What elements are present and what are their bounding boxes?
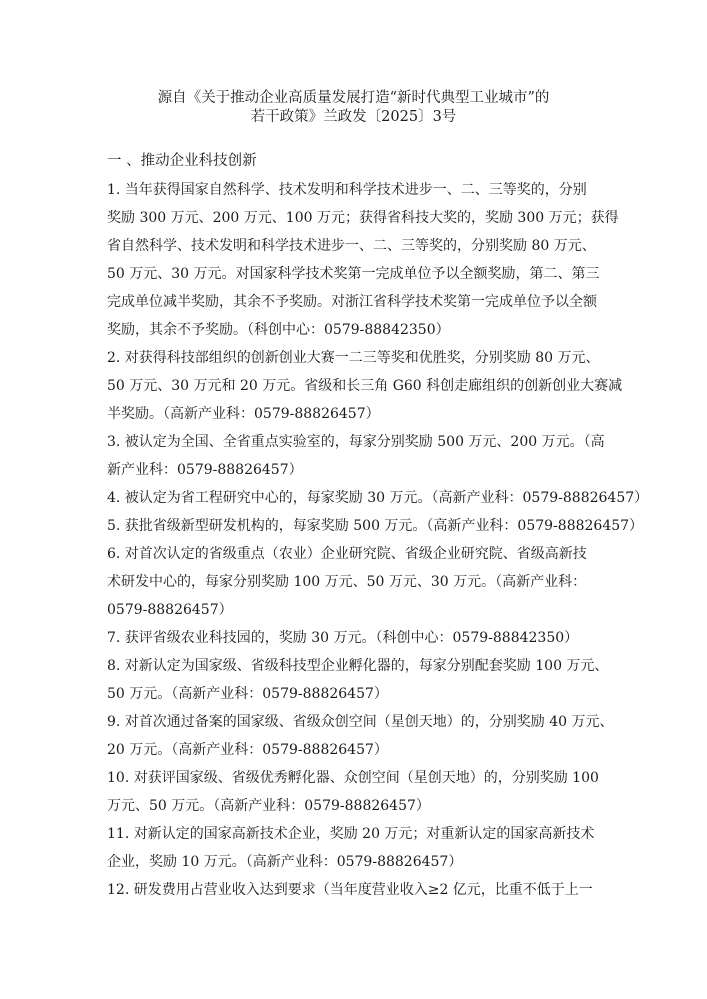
section-heading: 一 、推动企业科技创新	[107, 153, 257, 169]
body-line: 6. 对首次认定的省级重点（农业）企业研究院、省级企业研究院、省级高新技	[107, 546, 587, 562]
body-line: 50 万元。（高新产业科：0579-88826457）	[107, 686, 388, 702]
body-line: 4. 被认定为省工程研究中心的，每家奖励 30 万元。（高新产业科：0579-88826457）	[107, 490, 649, 506]
body-line: 11. 对新认定的国家高新技术企业，奖励 20 万元；对重新认定的国家高新技术	[107, 826, 595, 842]
body-line: 奖励 300 万元、200 万元、100 万元；获得省科技大奖的，奖励 300 万元；获得	[107, 210, 619, 226]
body-line: 10. 对获评国家级、省级优秀孵化器、众创空间（星创天地）的，分别奖励 100	[107, 770, 599, 786]
body-line: 半奖励。（高新产业科：0579-88826457）	[107, 406, 380, 422]
document-title-line-2: 若干政策》兰政发〔2025〕3号	[250, 109, 457, 125]
body-line: 2. 对获得科技部组织的创新创业大赛一二三等奖和优胜奖，分别奖励 80 万元、	[107, 350, 600, 366]
body-line: 50 万元、30 万元和 20 万元。省级和长三角 G60 科创走廊组织的创新创业大赛减	[107, 378, 623, 394]
body-line: 完成单位减半奖励，其余不予奖励。对浙江省科学技术奖第一完成单位予以全额	[107, 294, 597, 310]
body-line: 20 万元。（高新产业科：0579-88826457）	[107, 742, 388, 758]
body-line: 企业，奖励 10 万元。（高新产业科：0579-88826457）	[107, 854, 463, 870]
body-line: 50 万元、30 万元。对国家科学技术奖第一完成单位予以全额奖励，第二、第三	[107, 266, 600, 282]
body-line: 0579-88826457）	[107, 602, 233, 618]
body-line: 9. 对首次通过备案的国家级、省级众创空间（星创天地）的，分别奖励 40 万元、	[107, 714, 614, 730]
body-line: 7. 获评省级农业科技园的，奖励 30 万元。（科创中心：0579-88842350）	[107, 630, 579, 646]
body-line: 奖励，其余不予奖励。（科创中心：0579-88842350）	[107, 322, 450, 338]
document-title-line-1: 源自《关于推动企业高质量发展打造“新时代典型工业城市”的	[157, 90, 550, 106]
body-line: 8. 对新认定为国家级、省级科技型企业孵化器的，每家分别配套奖励 100 万元、	[107, 658, 609, 674]
body-line: 省自然科学、技术发明和科学技术进步一、二、三等奖的，分别奖励 80 万元、	[107, 238, 596, 254]
body-line: 1. 当年获得国家自然科学、技术发明和科学技术进步一、二、三等奖的，分别	[107, 182, 587, 198]
body-line: 5. 获批省级新型研发机构的，每家奖励 500 万元。（高新产业科：0579-88826457）	[107, 518, 644, 534]
body-line: 12. 研发费用占营业收入达到要求（当年度营业收入≥2 亿元，比重不低于上一	[107, 882, 593, 898]
body-line: 术研发中心的，每家分别奖励 100 万元、50 万元、30 万元。（高新产业科：	[107, 574, 587, 590]
body-line: 新产业科：0579-88826457）	[107, 462, 303, 478]
body-line: 3. 被认定为全国、全省重点实验室的，每家分别奖励 500 万元、200 万元。（高	[107, 434, 605, 450]
body-line: 万元、50 万元。（高新产业科：0579-88826457）	[107, 798, 430, 814]
